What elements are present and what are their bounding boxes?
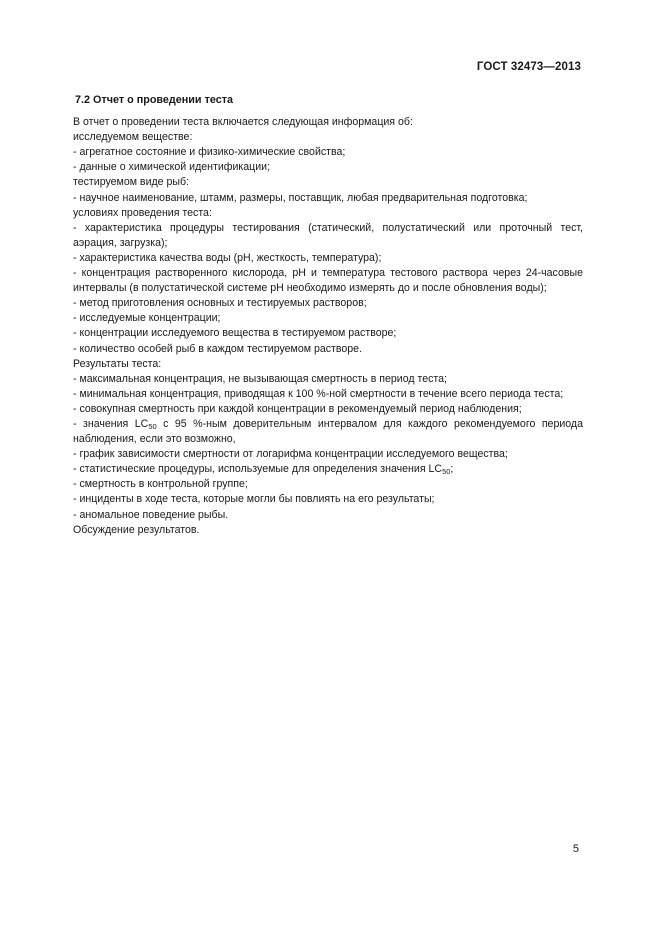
paragraph: - аномальное поведение рыбы. — [73, 508, 229, 521]
document-code: ГОСТ 32473—2013 — [476, 61, 581, 73]
paragraph-text: - статистические процедуры, используемые для определения значения LC — [73, 463, 443, 476]
paragraph: условиях проведения теста: — [73, 206, 212, 219]
paragraph: - смертность в контрольной группе; — [73, 478, 248, 491]
paragraph: - научное наименование, штамм, размеры, поставщик, любая предварительная подготовка; — [73, 191, 528, 204]
paragraph-text: ; — [450, 463, 454, 476]
paragraph: - характеристика процедуры тестирования (статический, полустатический или проточный тест, аэрация, загрузка); — [73, 221, 583, 249]
paragraph — [73, 462, 583, 477]
paragraph: - концентрации исследуемого вещества в тестируемом растворе; — [73, 327, 397, 340]
paragraph: Результаты теста: — [73, 357, 162, 370]
paragraph: В отчет о проведении теста включается следующая информация об: — [73, 116, 413, 129]
page-number: 5 — [572, 843, 579, 855]
paragraph: - метод приготовления основных и тестируемых растворов; — [73, 297, 367, 310]
paragraph: - совокупная смертность при каждой концентрации в рекомендуемый период наблюдения; — [73, 402, 522, 415]
paragraph: - концентрация растворенного кислорода, pH и температура тестового раствора через 24-часовые интервалы (в полустатической системе pH необходимо измерять до и после обновления воды); — [73, 267, 583, 295]
subscript: 50 — [442, 467, 451, 477]
paragraph — [73, 417, 583, 447]
paragraph: исследуемом веществе: — [73, 131, 193, 144]
paragraph: - максимальная концентрация, не вызывающая смертность в период теста; — [73, 372, 447, 385]
paragraph: - агрегатное состояние и физико-химические свойства; — [73, 146, 346, 159]
document-body — [73, 93, 583, 538]
paragraph: тестируемом виде рыб: — [73, 176, 190, 189]
paragraph: - количество особей рыб в каждом тестируемом растворе. — [73, 342, 363, 355]
paragraph: - инциденты в ходе теста, которые могли бы повлиять на его результаты; — [73, 493, 435, 506]
paragraph: - исследуемые концентрации; — [73, 312, 221, 325]
subscript: 50 — [148, 421, 157, 431]
paragraph: - минимальная концентрация, приводящая к 100 %-ной смертности в течение всего периода теста; — [73, 387, 564, 400]
paragraph-text: - значения LC — [73, 417, 149, 430]
paragraph-list — [73, 115, 583, 538]
paragraph: - характеристика качества воды (pH, жесткость, температура); — [73, 251, 382, 264]
paragraph: - график зависимости смертности от логарифма концентрации исследуемого вещества; — [73, 448, 508, 461]
paragraph: Обсуждение результатов. — [73, 523, 200, 536]
section-title: 7.2 Отчет о проведении теста — [75, 94, 234, 106]
paragraph-text: с 95 %-ным доверительным интервалом для каждого рекомендуемого периода наблюдения, если это возможно, — [73, 417, 583, 446]
paragraph: - данные о химической идентификации; — [73, 161, 271, 174]
